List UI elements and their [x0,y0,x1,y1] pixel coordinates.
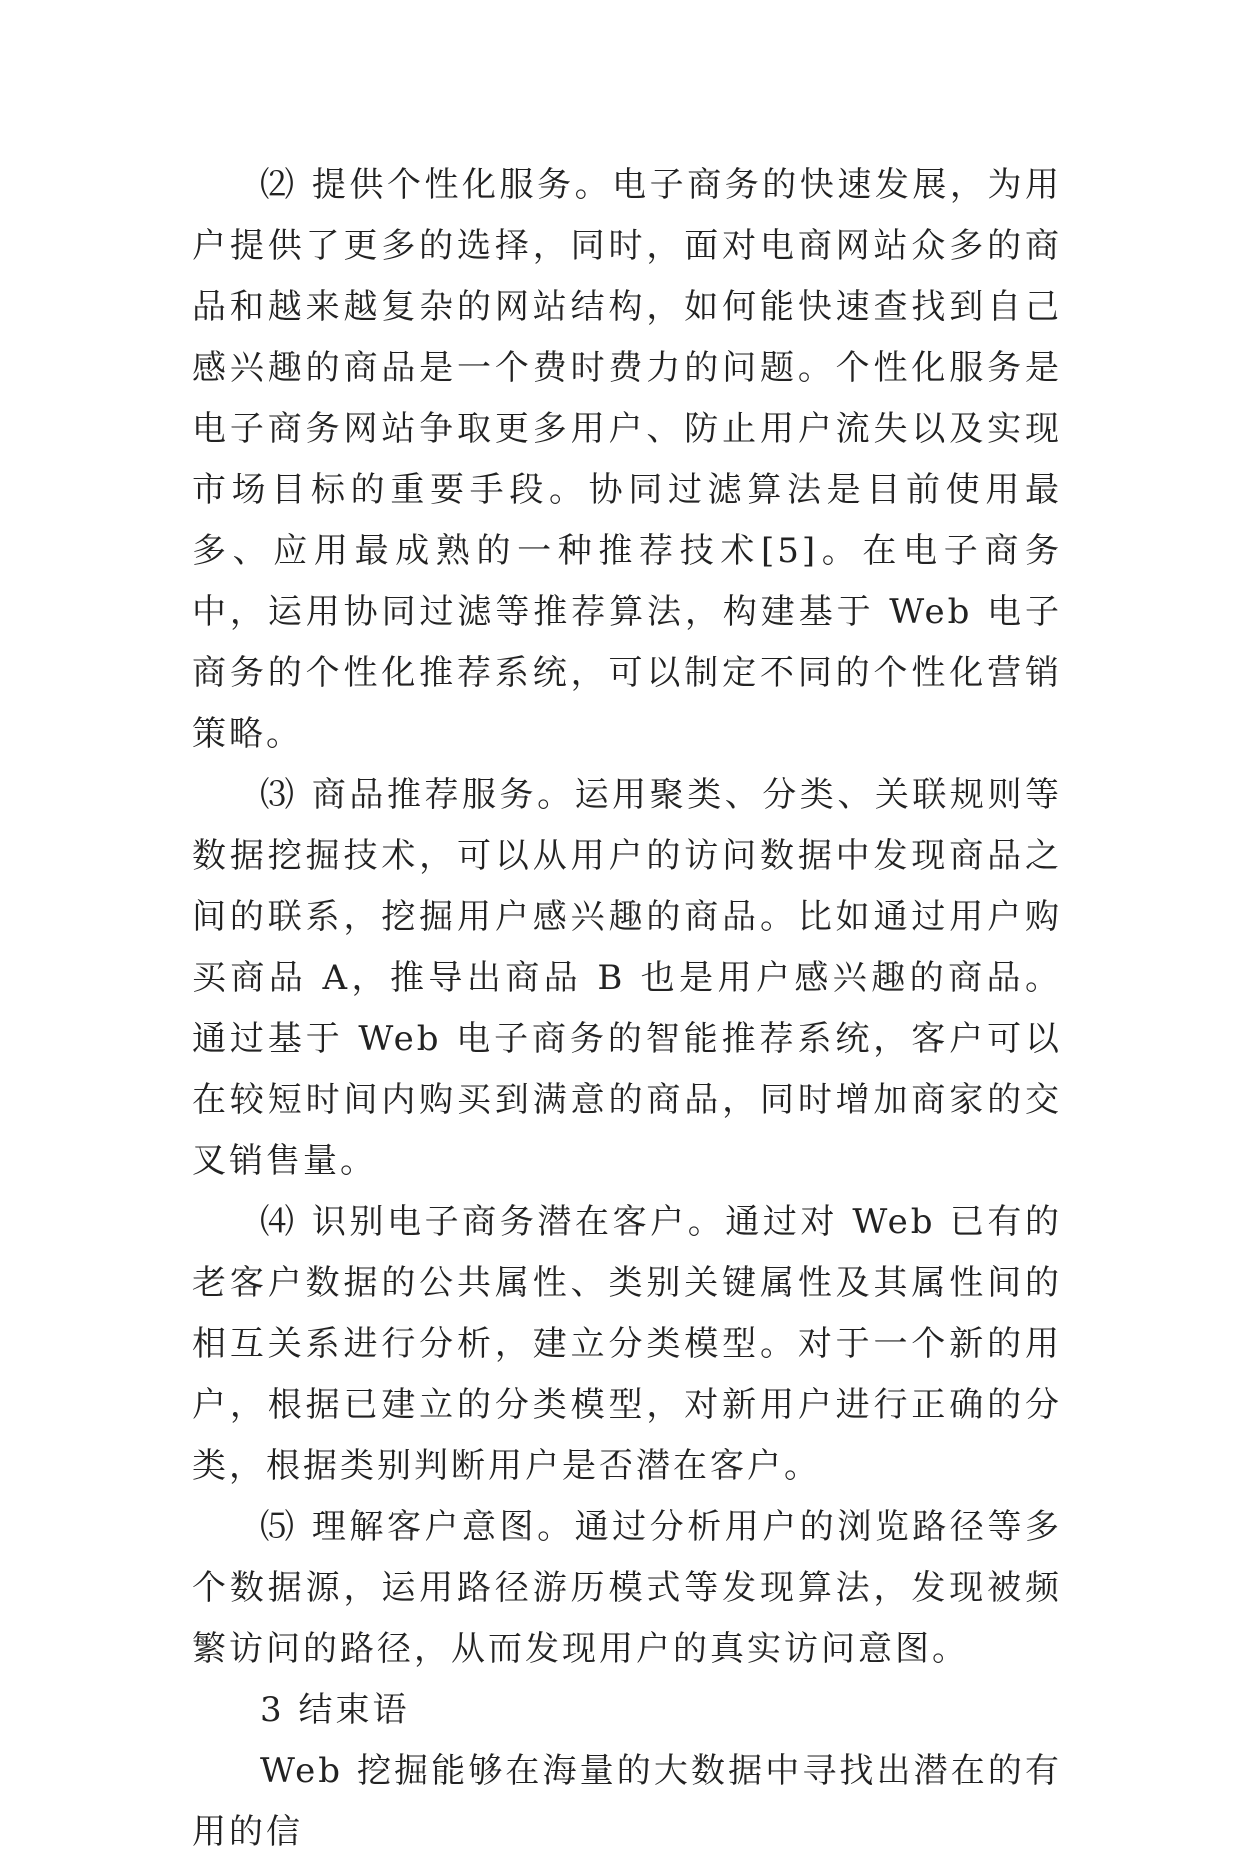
paragraph-product-recommendation: ⑶ 商品推荐服务。运用聚类、分类、关联规则等数据挖掘技术，可以从用户的访问数据中发现商品之间的联系，挖掘用户感兴趣的商品。比如通过用户购买商品 A，推导出商品 B 也是用户感兴趣的商品。通过基于 Web 电子商务的智能推荐系统，客户可以在较短时间内购买到满意的商品，同时增加商家的交叉销售量。 [192,775,1062,1181]
body-text [192,155,1062,1863]
paragraph-potential-customers: ⑷ 识别电子商务潜在客户。通过对 Web 已有的老客户数据的公共属性、类别关键属性及其属性间的相互关系进行分析，建立分类模型。对于一个新的用户，根据已建立的分类模型，对新用户进行正确的分类，根据类别判断用户是否潜在客户。 [192,1202,1062,1486]
paragraph-customer-intent: ⑸ 理解客户意图。通过分析用户的浏览路径等多个数据源，运用路径游历模式等发现算法，发现被频繁访问的路径，从而发现用户的真实访问意图。 [192,1507,1062,1669]
section-heading: 3 结束语 [260,1690,410,1730]
paragraph-personalized-service: ⑵ 提供个性化服务。电子商务的快速发展，为用户提供了更多的选择，同时，面对电商网站众多的商品和越来越复杂的网站结构，如何能快速查找到自己感兴趣的商品是一个费时费力的问题。个性化服务是电子商务网站争取更多用户、防止用户流失以及实现市场目标的重要手段。协同过滤算法是目前使用最多、应用最成熟的一种推荐技术[5]。在电子商务中，运用协同过滤等推荐算法，构建基于 Web 电子商务的个性化推荐系统，可以制定不同的个性化营销策略。 [192,165,1062,754]
paragraph-conclusion-start: Web 挖掘能够在海量的大数据中寻找出潜在的有用的信 [192,1751,1062,1852]
